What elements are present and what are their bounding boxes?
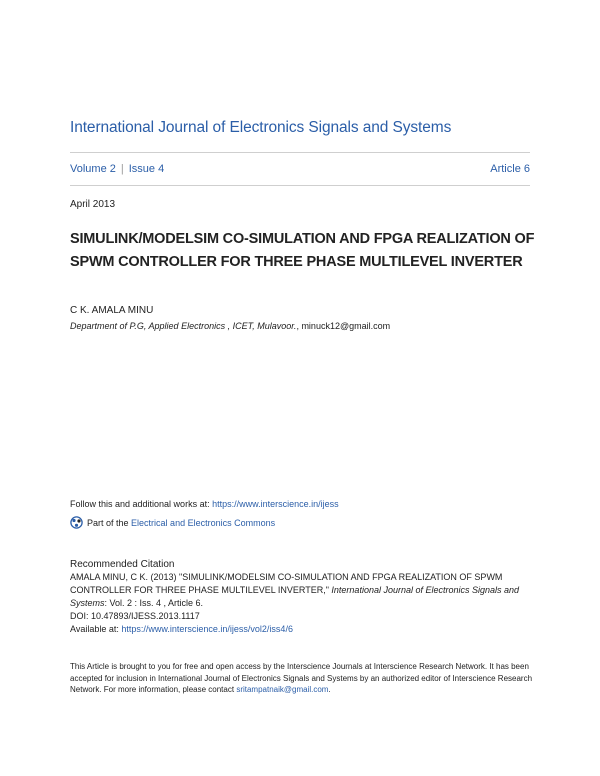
contact-email-link[interactable]: sritampatnaik@gmail.com [236, 685, 329, 694]
separator: | [120, 163, 124, 175]
citation-text-1: AMALA MINU, C K. (2013) "SIMULINK/MODELSIM CO-SIMULATION AND FPGA REALIZATION OF SPWM CONTROLLER FOR THREE PHASE MULTILEVEL INVERTER," [70, 572, 503, 595]
citation-text-2: : Vol. 2 : Iss. 4 , Article 6. [104, 598, 204, 608]
author-name: C K. AMALA MINU [70, 305, 154, 316]
issue-link[interactable]: Issue 4 [128, 163, 165, 175]
citation-available [70, 623, 538, 636]
commons-link[interactable]: Electrical and Electronics Commons [131, 517, 276, 528]
article-link[interactable]: Article 6 [490, 163, 530, 175]
volume-issue-row [70, 163, 530, 175]
recommended-citation [70, 558, 538, 636]
author-email: , minuck12@gmail.com [296, 321, 391, 331]
citation-doi: DOI: 10.47893/IJESS.2013.1117 [70, 611, 200, 621]
divider-top [70, 152, 530, 153]
part-of-prefix: Part of the [87, 517, 129, 528]
follow-prefix: Follow this and additional works at: [70, 499, 213, 509]
journal-title[interactable]: International Journal of Electronics Signals and Systems [70, 119, 452, 136]
affiliation-text: Department of P.G, Applied Electronics , ICET, Mulavoor. [70, 321, 297, 331]
paper-title: SIMULINK/MODELSIM CO-SIMULATION AND FPGA REALIZATION OF SPWM CONTROLLER FOR THREE PHASE MULTILEVEL INVERTER [70, 231, 535, 270]
part-of-line [70, 516, 275, 529]
author-affiliation [70, 321, 390, 331]
citation-text [70, 571, 538, 610]
footer-text: This Article is brought to you for free and open access by the Interscience Journals at Interscience Research Network. It has been accepted for inclusion in International Journal of Electronics Signals and Systems by an authorized editor of Interscience Research Network. For more information, please contact [70, 662, 533, 694]
follow-line [70, 499, 339, 509]
follow-url-link[interactable]: https://www.interscience.in/ijess [212, 499, 339, 509]
network-icon [70, 516, 83, 529]
footer-notice [70, 661, 535, 696]
citation-heading: Recommended Citation [70, 559, 175, 570]
citation-journal: International Journal of Electronics Signals and Systems [70, 585, 520, 608]
footer-end: . [328, 685, 331, 694]
available-url-link[interactable]: https://www.interscience.in/ijess/vol2/iss4/6 [121, 624, 293, 634]
divider-bottom [70, 185, 530, 186]
available-prefix: Available at: [70, 624, 122, 634]
volume-link[interactable]: Volume 2 [70, 163, 116, 175]
publication-date: April 2013 [70, 199, 116, 210]
